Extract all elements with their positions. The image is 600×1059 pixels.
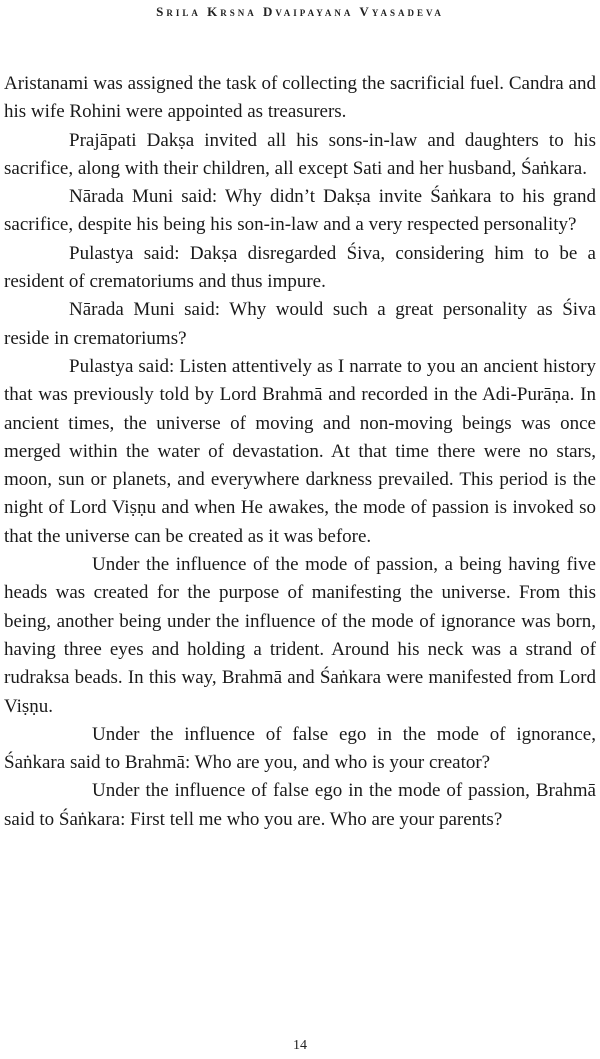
paragraph: Aristanami was assigned the task of collecting the sacrificial fuel. Candra and his wife Rohini were appointed as treasurers.	[4, 73, 596, 123]
paragraph: Under the influence of false ego in the mode of ignorance, Śaṅkara said to Brahmā: Who are you, and who is your creator?	[4, 723, 596, 774]
paragraph: Nārada Muni said: Why would such a great personality as Śiva reside in crematoriums?	[4, 299, 596, 349]
paragraph: Pulastya said: Listen attentively as I narrate to you an ancient history that was previously told by Lord Brahmā and recorded in the Adi-Purāṇa. In ancient times, the universe of moving and non-moving beings was once merged within the water of devastation. At that time there were no stars, moon, sun or planets, and everywhere darkness prevailed. This period is the night of Lord Viṣṇu and when He awakes, the mode of passion is invoked so that the universe can be created as it was before.	[4, 355, 596, 547]
paragraph: Nārada Muni said: Why didn’t Dakṣa invite Śaṅkara to his grand sacrifice, despite his being his son-in-law and a very respected personality?	[4, 186, 596, 236]
paragraph: Prajāpati Dakṣa invited all his sons-in-law and daughters to his sacrifice, along with their children, all except Sati and her husband, Śaṅkara.	[4, 129, 596, 179]
running-head-title: Srila Krsna Dvaipayana Vyasadeva	[156, 4, 444, 19]
page-number: 14	[293, 1038, 307, 1053]
paragraph: Under the influence of false ego in the mode of passion, Brahmā said to Śaṅkara: First tell me who you are. Who are your parents?	[4, 780, 596, 830]
paragraph: Under the influence of the mode of passion, a being having five heads was created for the purpose of manifesting the universe. From this being, another being under the influence of the mode of ignorance was born, having three eyes and holding a trident. Around his neck was a strand of rudraksa beads. In this way, Brahmā and Śaṅkara were manifested from Lord Viṣṇu.	[4, 554, 596, 717]
body-text	[4, 70, 596, 834]
paragraph: Pulastya said: Dakṣa disregarded Śiva, considering him to be a resident of crematoriums and thus impure.	[4, 242, 596, 293]
